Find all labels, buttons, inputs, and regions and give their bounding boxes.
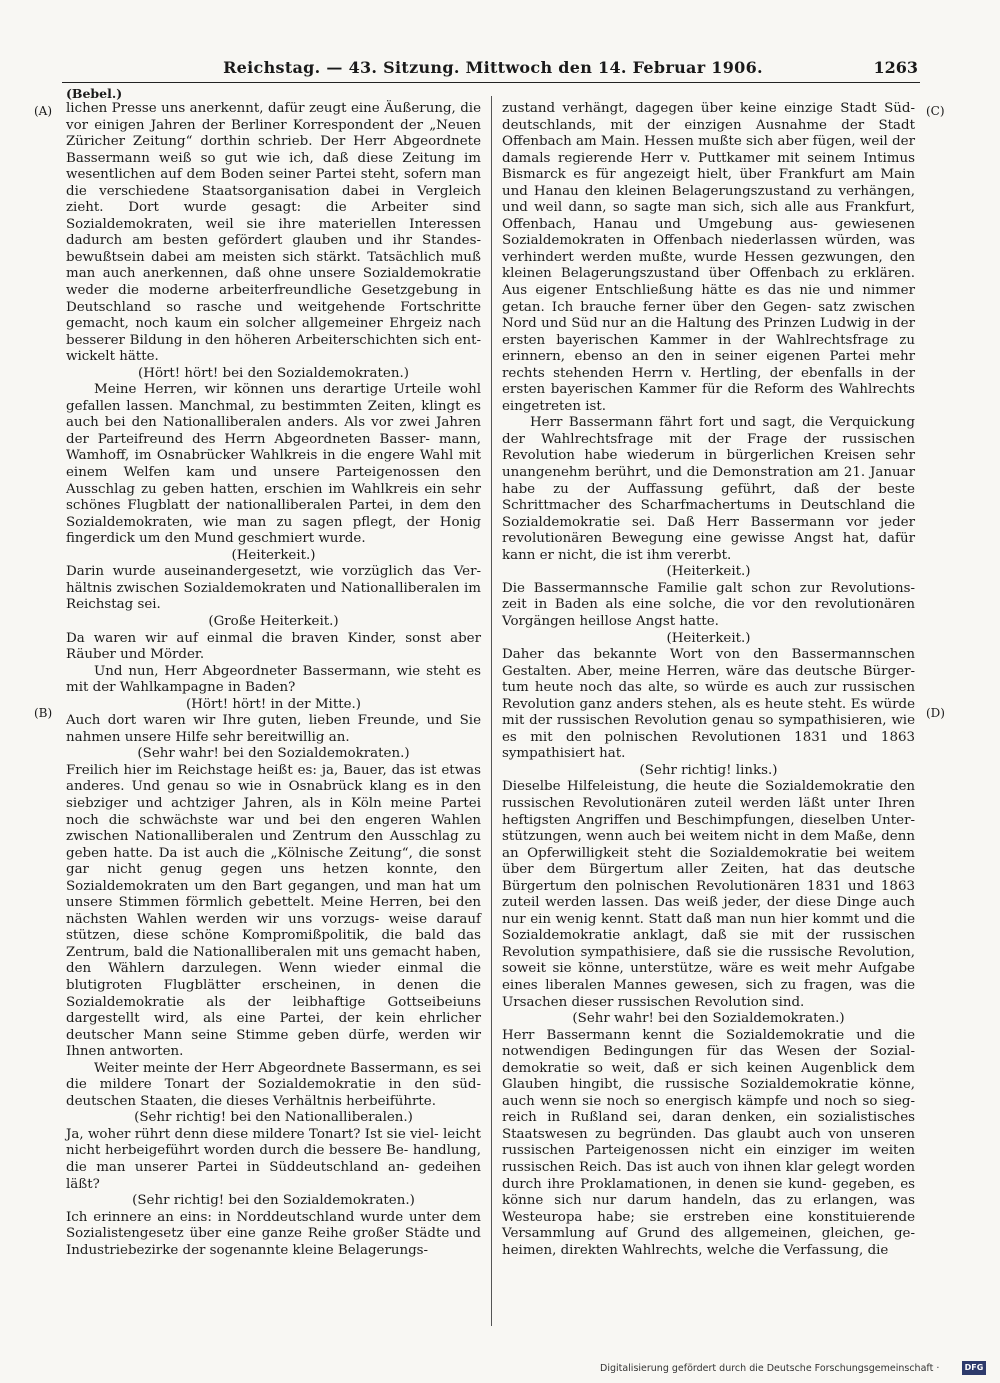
paragraph: Herr Bassermann fährt fort und sagt, die Verquickung der Wahlrechtsfrage mit der Frage der russischen Revolution habe wiederum in bürgerlichen Kreisen sehr unangenehm berührt, und die Demonstration am 21. Januar habe zu der Auffassung geführt, daß der beste Schrittmacher des Scharfmachertums in Deutschland die Sozialdemokratie sei. Daß Herr Bassermann vor jeder revolutionären Bewegung eine gewisse Angst hat, dafür kann er nicht, die ist ihm vererbt.: [502, 415, 915, 563]
paragraph: Daher das bekannte Wort von den Bassermannschen Gestalten. Aber, meine Herren, wäre das deutsche Bürger- tum heute noch das alte, so würde es auch zur russischen Revolution ganz anders stehen, als es heute steht. Es würde mit der russischen Revolution genau so sympathisieren, wie es mit den polnischen Revolutionen 1831 und 1863 sympathisiert hat.: [502, 647, 915, 762]
paragraph: Darin wurde auseinandergesetzt, wie vorzüglich das Ver- hältnis zwischen Sozialdemokraten und Nationalliberalen im Reichstag sei.: [66, 564, 481, 613]
interjection: (Sehr richtig! links.): [639, 762, 778, 778]
interjection: (Heiterkeit.): [666, 630, 751, 646]
speaker-label: (Bebel.): [66, 86, 123, 101]
left-column: [66, 101, 481, 1259]
header-rule: [62, 82, 920, 83]
margin-marker-d: (D): [926, 706, 945, 720]
footer-credit: Digitalisierung gefördert durch die Deutsche Forschungsgemeinschaft ·: [600, 1363, 940, 1374]
paragraph: Ja, woher rührt denn diese mildere Tonart? Ist sie viel- leicht nicht herbeigeführt worden durch die bessere Be- handlung, die man unserer Partei in Süddeutschland an- gedeihen läßt?: [66, 1126, 481, 1192]
interjection: (Hört! hört! bei den Sozialdemokraten.): [138, 365, 409, 381]
interjection: (Sehr wahr! bei den Sozialdemokraten.): [137, 746, 410, 762]
paragraph: Dieselbe Hilfeleistung, die heute die Sozialdemokratie den russischen Revolutionären zuteil werden läßt unter Ihren heftigsten Angriffen und Beschimpfungen, dieselben Unter- stützungen, wenn auch bei weitem nicht in dem Maße, denn an Opferwilligkeit steht die Sozialdemokratie bei weitem über dem Bürgertum aller Zeiten, hat das deutsche Bürgertum den polnischen Revolutionären 1831 und 1863 zuteil werden lassen. Das weiß jeder, der diese Dinge auch nur ein wenig kennt. Statt daß man nun hier kommt und die Sozialdemokratie anklagt, daß sie mit der russischen Revolution sympathisiere, daß sie die russische Revolution, soweit sie könne, unterstütze, wäre es weit mehr Aufgabe eines liberalen Mannes gewesen, sich zu fragen, was die Ursachen dieser russischen Revolution sind.: [502, 779, 915, 1010]
interjection: (Sehr richtig! bei den Nationalliberalen.): [134, 1110, 413, 1126]
margin-marker-b: (B): [34, 706, 53, 720]
dfg-logo: DFG: [962, 1361, 986, 1375]
paragraph: Und nun, Herr Abgeordneter Bassermann, wie steht es mit der Wahlkampagne in Baden?: [66, 663, 481, 696]
interjection: (Sehr richtig! bei den Sozialdemokraten.): [132, 1193, 415, 1209]
paragraph: Herr Bassermann kennt die Sozialdemokratie und die notwendigen Bedingungen für das Wesen der Sozial- demokratie so weit, daß er sich keinen Augenblick dem Glauben hingibt, die russische Sozialdemokratie könne, auch wenn sie noch so energisch kämpfe und noch so sieg- reich in Rußland sei, daran denken, ein sozialistisches Staatswesen zu begründen. Das glaubt auch von unseren russischen Parteigenossen nicht ein einziger im weiten russischen Reich. Das ist auch von ihnen klar gelegt worden durch ihre Proklamationen, in denen sie kund- gegeben, es könne sich nur darum handeln, das zu erlangen, was Westeuropa habe; sie erstreben eine konstituierende Versammlung auf Grund des allgemeinen, gleichen, ge- heimen, direkten Wahlrechts, welche die Verfassung, die: [502, 1027, 915, 1258]
margin-marker-c: (C): [926, 104, 945, 118]
interjection: (Heiterkeit.): [666, 564, 751, 580]
paragraph: zustand verhängt, dagegen über keine einzige Stadt Süd- deutschlands, mit der einzigen Ausnahme der Stadt Offenbach am Main. Hessen mußte sich aber fügen, weil der damals regierende Herr v. Puttkamer mit seinem Intimus Bismarck es für angezeigt hielt, über Frankfurt am Main und Hanau den kleinen Belagerungszustand zu verhängen, und weil dann, so sagte man sich, sich alle aus Frankfurt, Offenbach, Hanau und Umgebung aus- gewiesenen Sozialdemokraten in Offenbach niederlassen würden, was verhindert werden mußte, wurde Hessen gezwungen, den kleinen Belagerungszustand über Offenbach zu erklären. Aus eigener Entschließung hätte es das nie und nimmer getan. Ich brauche ferner über den Gegen- satz zwischen Nord und Süd nur an die Haltung des Prinzen Ludwig in der ersten bayerischen Kammer in der Wahlrechtsfrage zu erinnern, ebenso an den in seiner eigenen Partei mehr rechts stehenden Herrn v. Hertling, der ebenfalls in der ersten bayerischen Kammer für die Reform des Wahlrechts eingetreten ist.: [502, 101, 915, 414]
paragraph: lichen Presse uns anerkennt, dafür zeugt eine Äußerung, die vor einigen Jahren der Berliner Korrespondent der „Neuen Züricher Zeitung“ dorthin schrieb. Der Herr Abgeordnete Bassermann weiß so gut wie ich, daß diese Zeitung im wesentlichen auf dem Boden seiner Partei steht, sofern man die verschiedene Staatsorganisation dabei in Vergleich zieht. Dort wurde gesagt: die Arbeiter sind Sozialdemokraten, weil sie ihre materiellen Interessen dadurch am besten gefördert glauben und ihr Standes- bewußtsein dabei am meisten sich stärkt. Tatsächlich muß man auch anerkennen, daß ohne unsere Sozialdemokratie weder die moderne arbeiterfreundliche Gesetzgebung in Deutschland so rasche und weitgehende Fortschritte gemacht, noch kaum ein solcher allgemeiner Ehrgeiz nach besserer Bildung in den höheren Arbeiterschichten sich ent- wickelt hätte.: [66, 101, 481, 365]
column-divider: [491, 96, 492, 1326]
paragraph: Meine Herren, wir können uns derartige Urteile wohl gefallen lassen. Manchmal, zu bestimmten Zeiten, klingt es auch bei den Nationalliberalen anders. Als vor zwei Jahren der Parteifreund des Herrn Abgeordneten Basser- mann, Wamhoff, im Osnabrücker Wahlkreis in die engere Wahl mit einem Welfen kam und unsere Parteigenossen den Ausschlag zu geben hatten, erschien im Wahlkreis ein sehr schönes Flugblatt der nationalliberalen Partei, in dem den Sozialdemokraten, wie man zu sagen pflegt, der Honig fingerdick um den Mund geschmiert wurde.: [66, 382, 481, 547]
interjection: (Sehr wahr! bei den Sozialdemokraten.): [572, 1011, 845, 1027]
paragraph: Weiter meinte der Herr Abgeordnete Bassermann, es sei die mildere Tonart der Sozialdemokratie in den süd- deutschen Staaten, die dieses Verhältnis herbeiführte.: [66, 1060, 481, 1109]
right-column: [502, 101, 915, 1259]
paragraph: Ich erinnere an eins: in Norddeutschland wurde unter dem Sozialistengesetz über eine ganze Reihe großer Städte und Industriebezirke der sogenannte kleine Belagerungs-: [66, 1209, 481, 1258]
paragraph: Die Bassermannsche Familie galt schon zur Revolutions- zeit in Baden als eine solche, die vor den revolutionären Vorgängen heillose Angst hatte.: [502, 580, 915, 629]
interjection: (Große Heiterkeit.): [208, 613, 339, 629]
interjection: (Heiterkeit.): [231, 547, 316, 563]
paragraph: Freilich hier im Reichstage heißt es: ja, Bauer, das ist etwas anderes. Und genau so wie in Osnabrück klang es in den siebziger und achtziger Jahren, als in Köln meine Partei noch die schwächste war und bei den engeren Wahlen zwischen Nationalliberalen und Zentrum den Ausschlag zu geben hatte. Da ist auch die „Kölnische Zeitung“, die sonst gar nicht genug gegen uns hetzen konnte, den Sozialdemokraten um den Bart gegangen, und man hat um unsere Stimmen förmlich gebettelt. Meine Herren, bei den nächsten Wahlen werden wir uns vorzugs- weise darauf stützen, diese schöne Kompromißpolitik, die bald das Zentrum, bald die Nationalliberalen mit uns gemacht haben, den Wählern darzulegen. Wenn wieder einmal die blutigroten Flugblätter erscheinen, in denen die Sozialdemokratie als der leibhaftige Gottseibeiuns dargestellt wird, als eine Partei, der kein ehrlicher deutscher Mann seine Stimme geben dürfe, werden wir Ihnen antworten.: [66, 762, 481, 1060]
page-number: 1263: [873, 58, 918, 77]
interjection: (Hört! hört! in der Mitte.): [186, 696, 361, 712]
paragraph: Da waren wir auf einmal die braven Kinder, sonst aber Räuber und Mörder.: [66, 630, 481, 663]
paragraph: Auch dort waren wir Ihre guten, lieben Freunde, und Sie nahmen unsere Hilfe sehr bereitwillig an.: [66, 713, 481, 745]
header-title: Reichstag. — 43. Sitzung. Mittwoch den 14. Februar 1906.: [223, 58, 763, 77]
margin-marker-a: (A): [34, 104, 53, 118]
page-header: [68, 58, 918, 80]
